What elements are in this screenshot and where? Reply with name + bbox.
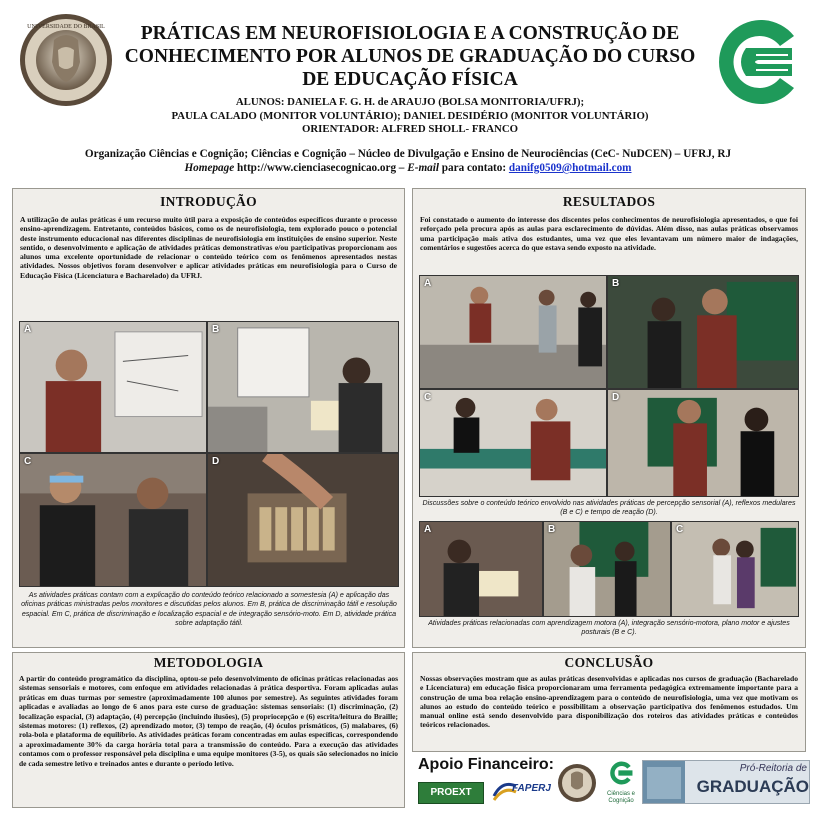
- intro-photo-d: [207, 453, 399, 587]
- proreitoria-line-1: Pró-Reitoria de: [739, 763, 807, 774]
- results-photo-2b: [543, 521, 671, 617]
- cec-small-logo-line-1: Ciências e: [606, 791, 635, 797]
- proext-logo-text: PROEXT: [430, 787, 472, 798]
- introduction-heading: INTRODUÇÃO: [160, 194, 257, 209]
- methodology-panel: [12, 652, 405, 808]
- email-link[interactable]: danifg0509@hotmail.com: [508, 162, 632, 174]
- authors-line-3: ORIENTADOR: ALFRED SHOLL- FRANCO: [301, 123, 519, 135]
- organization-block: [20, 147, 796, 175]
- intro-photo-label: D: [212, 456, 220, 467]
- results-photo-label: C: [676, 524, 684, 535]
- conclusion-panel: [412, 652, 806, 752]
- proext-logo: [418, 782, 484, 804]
- results-heading: RESULTADOS: [562, 194, 656, 209]
- email-label: – E-mail: [398, 162, 439, 174]
- svg-text:UNIVERSIDADE DO BRASIL: UNIVERSIDADE DO BRASIL: [27, 24, 105, 30]
- results-photo-label: A: [424, 524, 432, 535]
- authors-line-2: PAULA CALADO (MONITOR VOLUNTÁRIO); DANIEL DESIDÉRIO (MONITOR VOLUNTÁRIO): [171, 109, 649, 122]
- intro-photo-label: B: [212, 324, 220, 335]
- introduction-panel: [12, 188, 405, 648]
- contact-line: [20, 161, 796, 175]
- results-photo-label: B: [548, 524, 556, 535]
- conclusion-heading: CONCLUSÃO: [564, 655, 654, 670]
- conclusion-text: Nossas observações mostram que as aulas práticas desenvolvidas e aplicadas nos cursos de graduação (Bacharelado e Licenciatura) em educação física proporcionaram uma ferramenta pedagógica extremamente importante para a construção de uma boa relação ensino-aprendizagem para o conteúdo de neurofisiologia, uma vez que motivam os alunos ao estudo do conteúdo teórico e possibilitam a observação participativa dos fenômenos estudados. Um manual online está sendo desenvolvido para disponibilização dos roteiros das atividades práticas e conteúdos teóricos relacionados.: [420, 674, 798, 730]
- proreitoria-graduacao-logo: [642, 760, 810, 804]
- intro-photo-c: [19, 453, 207, 587]
- introduction-caption: As atividades práticas contam com a explicação do conteúdo teórico relacionado a somestesia (A) e aplicação das oficinas práticas ministradas pelos monitores e discutidas pelos alunos. Em B, prática de discriminação tátil e resolução espacial. Em C, prática de discriminação e localização espacial e de integração sensório-moto. Em D, atividade prática sobre adaptação tátil.: [21, 591, 397, 627]
- cec-small-logo-line-2: Cognição: [608, 798, 634, 804]
- results-photo-label: B: [612, 278, 620, 289]
- results-panel: [412, 188, 806, 648]
- cec-small-logo-text: [604, 791, 638, 805]
- ufrj-seal-small-logo: [557, 760, 597, 806]
- organization-line: Organização Ciências e Cognição; Ciências e Cognição – Núcleo de Divulgação e Ensino de Neurociências (CeC- NuDCEN) – UFRJ, RJ: [84, 148, 732, 160]
- results-photo-2c: [671, 521, 799, 617]
- authors-block: [120, 96, 700, 137]
- introduction-text: A utilização de aulas práticas é um recurso muito útil para a exposição de conteúdos específicos durante o processo ensino-aprendizagem. Entretanto, conteúdos básicos, como os de neurofisiologia, tem explorado pouco o potencial deste instrumento educacional nas diferentes disciplinas de neurofisiologia em instituições de ensino superior. Neste sentido, o desenvolvimento e aplicação de atividades práticas demonstrativas e/ou participativas proporcionam aos alunos uma excelente oportunidade de relacionar o conteúdo teórico com os fenômenos apresentados nestas atividades. Nossos objetivos foram desenvolver e aplicar atividades práticas em neurofisiologia para o Curso de Educação Física (Licenciatura e Bacharelado) da UFRJ.: [20, 215, 397, 280]
- funding-label: Apoio Financeiro:: [418, 756, 554, 773]
- results-text: Foi constatado o aumento do interesse dos discentes pelos conhecimentos de neurofisiologia apresentados, o que foi reforçado pela procura após as aulas para esclarecimento de dúvidas. Além disso, nas aulas práticas observamos uma participação mais ativa dos estudantes, uma vez que eles levantavam um número maior de indagações, comentários e sugestões acerca do que estava sendo exposto na atividade.: [420, 215, 798, 252]
- methodology-heading: METODOLOGIA: [153, 655, 264, 670]
- faperj-logo: [490, 776, 552, 806]
- results-photo-2a: [419, 521, 543, 617]
- poster-title: PRÁTICAS EM NEUROFISIOLOGIA E A CONSTRUÇÃO DE CONHECIMENTO POR ALUNOS DE GRADUAÇÃO DO CURSO DE EDUCAÇÃO FÍSICA: [124, 23, 696, 90]
- cec-small-logo: [604, 760, 638, 808]
- results-caption-1: Discussões sobre o conteúdo teórico envolvido nas atividades práticas de percepção sensorial (A), reflexos medulares (B e C) e tempo de reação (D).: [422, 499, 796, 517]
- results-photo-label: D: [612, 392, 620, 403]
- proreitoria-line-2: GRADUAÇÃO: [696, 777, 809, 796]
- ufrj-seal-logo: [18, 10, 114, 110]
- methodology-text: A partir do conteúdo programático da disciplina, optou-se pelo desenvolvimento de oficinas práticas relacionadas aos sistemas sensoriais e motores, com enfoque em atividades relacionadas à prática desportiva. Foram aplicadas aulas práticas em duas turmas por semestre (aproximadamente 100 alunos por semestre). As seguintes atividades foram aplicadas e avaliadas ao longo de 6 anos para este curso de graduação: sistemas sensoriais: (1) discriminação, (2) localização espacial, (3) adaptação, (4) percepção (incluindo ilusões), (5) propriocepção e (6) escrita/leitura do Braille; sistemas motores: (1) reflexos, (2) aprendizado motor, (3) tempo de reação, (4) óculos prismáticos, (5) malabares, (6) rola-bola e plataforma de equilíbrio. As atividades práticas foram concentradas em aulas específicas, correspondendo a aproximadamente 30% da carga horária total para a transmissão do conteúdo. Para a execução das atividades contamos com o professor responsável pela disciplina e uma equipe monitores (3-5), os quais são selecionados no início de cada semestre letivo e treinados antes e durante o período letivo.: [19, 674, 398, 768]
- cec-logo: [706, 14, 806, 110]
- intro-photo-label: C: [24, 456, 32, 467]
- intro-photo-label: A: [24, 324, 32, 335]
- results-photo-a: [419, 275, 607, 389]
- homepage-label: Homepage: [184, 162, 235, 174]
- results-photo-b: [607, 275, 799, 389]
- intro-photo-a: [19, 321, 207, 453]
- homepage-url[interactable]: http://www.cienciasecognicao.org: [237, 162, 397, 174]
- results-photo-label: C: [424, 392, 432, 403]
- results-photo-label: A: [424, 278, 432, 289]
- results-photo-d: [607, 389, 799, 497]
- faperj-logo-text: FAPERJ: [512, 783, 551, 794]
- results-caption-2: Atividades práticas relacionadas com aprendizagem motora (A), integração sensório-motora, plano motor e ajustes posturais (B e C).: [428, 619, 790, 637]
- intro-photo-b: [207, 321, 399, 453]
- results-photo-c: [419, 389, 607, 497]
- authors-line-1: ALUNOS: DANIELA F. G. H. de ARAUJO (BOLSA MONITORIA/UFRJ);: [235, 96, 585, 108]
- contact-text: para contato:: [441, 162, 507, 174]
